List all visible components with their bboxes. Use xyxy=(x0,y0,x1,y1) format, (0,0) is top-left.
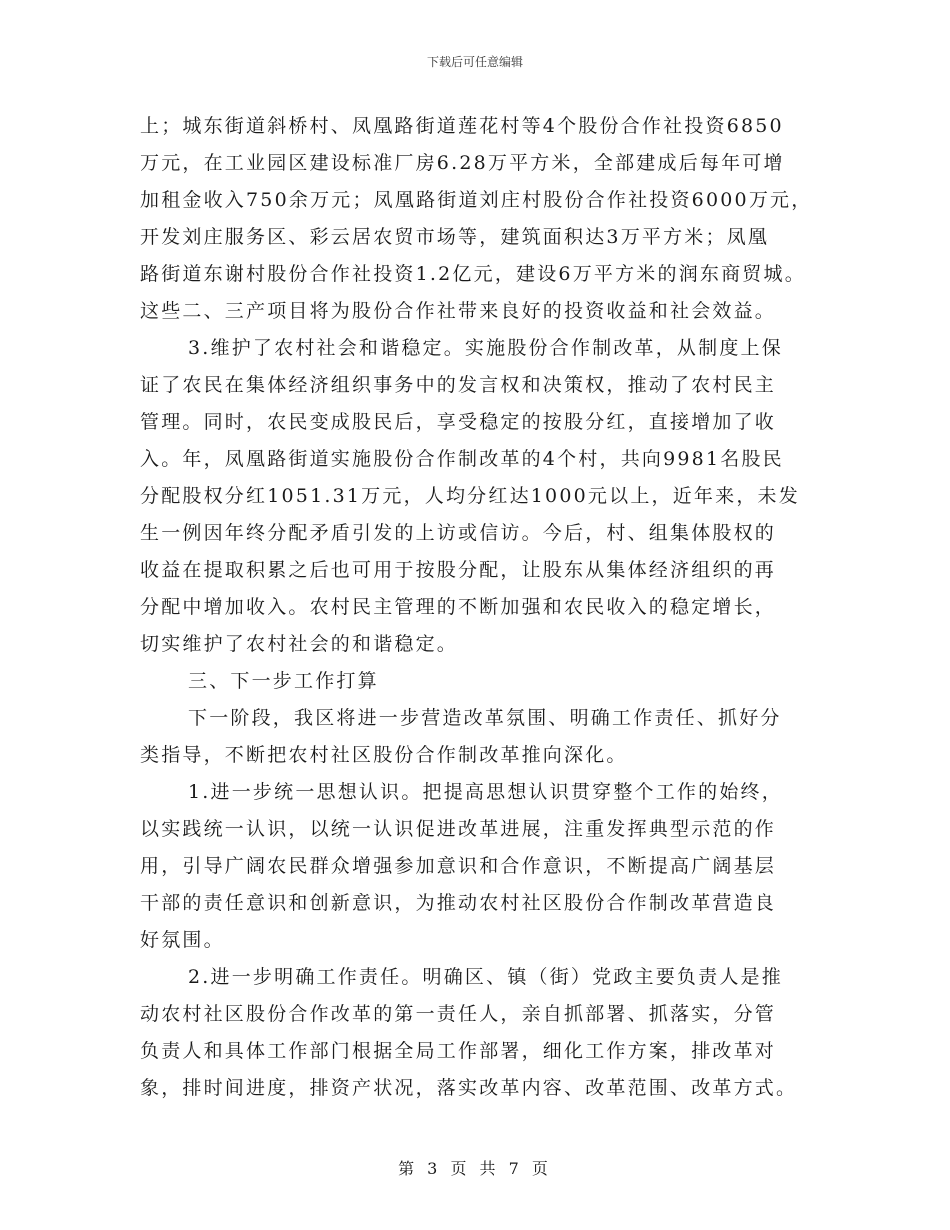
text-line: 加租金收入750余万元；凤凰路街道刘庄村股份合作社投资6000万元， xyxy=(140,189,813,211)
document-body xyxy=(140,108,830,1107)
text-line: 开发刘庄服务区、彩云居农贸市场等，建筑面积达3万平方米；凤凰 xyxy=(140,226,770,248)
text-line: 路街道东谢村股份合作社投资1.2亿元，建设6万平方米的润东商贸城。 xyxy=(140,263,806,285)
paragraph-start-line: 2.进一步明确工作责任。明确区、镇（街）党政主要负责人是推 xyxy=(188,966,783,988)
text-line: 类指导，不断把农村社区股份合作制改革推向深化。 xyxy=(140,744,628,766)
text-line: 管理。同时，农民变成股民后，享受稳定的按股分红，直接增加了收 xyxy=(140,411,777,433)
text-line: 收益在提取积累之后也可用于按股分配，让股东从集体经济组织的再 xyxy=(140,559,777,581)
text-line: 好氛围。 xyxy=(140,929,225,951)
text-line: 这些二、三产项目将为股份合作社带来良好的投资收益和社会效益。 xyxy=(140,300,777,322)
paragraph-start-line: 1.进一步统一思想认识。把提高思想认识贯穿整个工作的始终， xyxy=(188,781,783,803)
paragraph-start-line: 下一阶段，我区将进一步营造改革氛围、明确工作责任、抓好分 xyxy=(188,707,782,729)
text-line: 分配股权分红1051.31万元，人均分红达1000元以上，近年来，未发 xyxy=(140,485,800,507)
text-line: 用，引导广阔农民群众增强参加意识和合作意识，不断提高广阔基层 xyxy=(140,855,777,877)
text-line: 证了农民在集体经济组织事务中的发言权和决策权，推动了农村民主 xyxy=(140,374,777,396)
text-line: 入。年，凤凰路街道实施股份合作制改革的4个村，共向9981名股民 xyxy=(140,448,784,470)
text-line: 万元，在工业园区建设标准厂房6.28万平方米，全部建成后每年可增 xyxy=(140,152,785,174)
page-header-note: 下载后可任意编辑 xyxy=(426,55,523,69)
text-line: 动农村社区股份合作改革的第一责任人，亲自抓部署、抓落实，分管 xyxy=(140,1003,777,1025)
text-line: 上；城东街道斜桥村、凤凰路街道莲花村等4个股份合作社投资6850 xyxy=(140,115,784,137)
text-line: 以实践统一认识，以统一认识促进改革进展，注重发挥典型示范的作 xyxy=(140,818,777,840)
text-line: 切实维护了农村社会的和谐稳定。 xyxy=(140,633,459,655)
paragraph-start-line: 3.维护了农村社会和谐稳定。实施股份合作制改革，从制度上保 xyxy=(188,337,783,359)
page-number: 第 3 页 共 7 页 xyxy=(398,1159,552,1178)
text-line: 负责人和具体工作部门根据全局工作部署，细化工作方案，排改革对 xyxy=(140,1040,777,1062)
text-line: 象，排时间进度，排资产状况，落实改革内容、改革范围、改革方式。 xyxy=(140,1077,798,1099)
section-heading: 三、下一步工作打算 xyxy=(188,670,379,692)
text-line: 生一例因年终分配矛盾引发的上访或信访。今后，村、组集体股权的 xyxy=(140,522,777,544)
text-line: 干部的责任意识和创新意识，为推动农村社区股份合作制改革营造良 xyxy=(140,892,777,914)
text-line: 分配中增加收入。农村民主管理的不断加强和农民收入的稳定增长， xyxy=(140,596,777,618)
